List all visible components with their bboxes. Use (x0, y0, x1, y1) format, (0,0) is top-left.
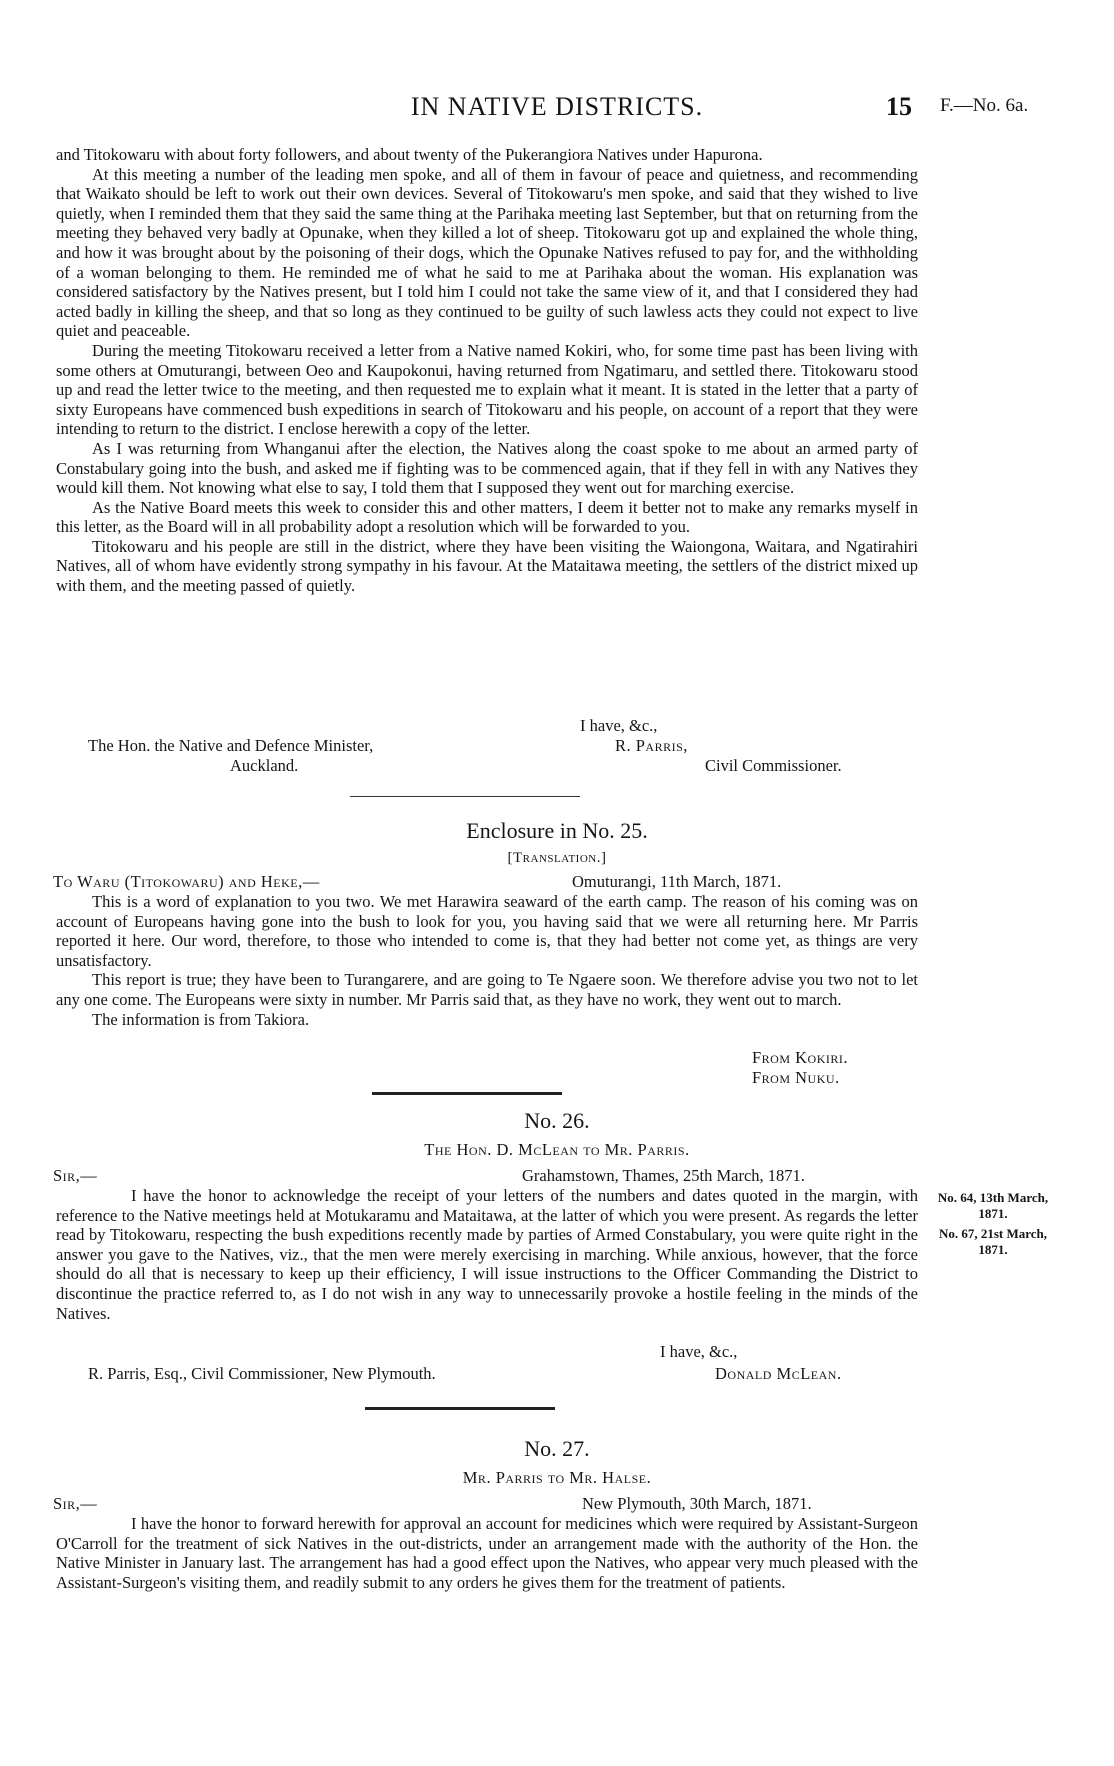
paragraph: This report is true; they have been to Turangarere, and are going to Te Ngaere soon. We therefore advise you two not to let any one come. The Europeans were sixty in number. Mr Parris said that, as they have no work, they went out to march. (56, 970, 918, 1009)
addressee-city: Auckland. (230, 756, 299, 775)
enclosure-title: Enclosure in No. 25. (466, 818, 648, 843)
paragraph: At this meeting a number of the leading men spoke, and all of them in favour of peace and quietness, and recommending that Waikato should be left to work out their own devices. Several of Titokowaru's men spoke, and said that they wished to live quietly, when I reminded them that they said the same thing at the Parihaka meeting last September, but that on returning from the meeting they behaved very badly at Opunake, when they killed a lot of sheep. Titokowaru got up and explained the whole thing, and how it was brought about by the poisoning of their dogs, which the Opunake Natives refused to pay for, and the withholding of a woman belonging to them. He reminded me of what he said to me at Parihaka about the woman. His explanation was considered satisfactory by the Natives present, but I told him I could not take the same view of it, and that I considered they had acted badly in killing the sheep, and that so long as they continued to be guilty of such lawless acts they could not expect to live quiet and peaceable. (56, 164, 918, 341)
paragraph: The information is from Takiora. (92, 1009, 310, 1029)
margin-note-1-line1: No. 64, 13th March, (937, 1190, 1049, 1205)
enclosure-place-date: Omuturangi, 11th March, 1871. (572, 872, 782, 891)
letter-26-subtitle: The Hon. D. McLean to Mr. Parris. (424, 1140, 690, 1159)
paragraph: During the meeting Titokowaru received a letter from a Native named Kokiri, who, for some time past has been living with some others at Omuturangi, between Oeo and Kaupokonui, having returned from Ngatimaru, and settled there. Titokowaru stood up and read the letter twice to the meeting, and then requested me to explain what it meant. It is stated in the letter that a party of sixty Europeans have commenced bush expeditions in search of Titokowaru and his people, on account of a report that they were intending to return to the district. I enclose herewith a copy of the letter. (56, 340, 918, 439)
paragraph: and Titokowaru with about forty followers, and about twenty of the Pukerangiora Natives under Hapurona. (56, 145, 763, 164)
letter-26-closing: I have, &c., (660, 1342, 738, 1361)
addressee-line: The Hon. the Native and Defence Minister, (88, 736, 374, 755)
running-header-title: IN NATIVE DISTRICTS. (410, 92, 704, 121)
closing-line: I have, &c., (580, 716, 658, 735)
letter-27-title: No. 27. (524, 1436, 590, 1461)
margin-note-2-line1: No. 67, 21st March, (938, 1226, 1048, 1241)
signer-title: Civil Commissioner. (705, 756, 842, 775)
letter-26-salutation: Sir,— (53, 1166, 98, 1185)
paragraph: As the Native Board meets this week to consider this and other matters, I deem it better not to make any remarks myself in this letter, as the Board will in all probability adopt a resolution which will be forwarded to you. (56, 497, 918, 537)
page-number: 15 (886, 92, 912, 121)
paragraph: Titokowaru and his people are still in the district, where they have been visiting the Waiongona, Waitara, and Ngatirahiri Natives, all of whom have evidently strong sympathy in his favour. At the Mataitawa meeting, the settlers of the district mixed up with them, and the meeting passed of quietly. (56, 536, 918, 596)
paragraph: As I was returning from Whanganui after the election, the Natives along the coast spoke to me about an armed party of Constabulary going into the bush, and asked me if fighting was to be commenced again, that if they fell in with any Natives they would kill them. Not knowing what else to say, I told them that I supposed they went out for marching exercise. (56, 438, 918, 498)
letter-26-title: No. 26. (524, 1108, 590, 1133)
letter-26-body (56, 1186, 918, 1323)
paragraph: I have the honor to forward herewith for approval an account for medicines which were required by Assistant-Surgeon O'Carroll for the treatment of sick Natives in the out-districts, under an arrangement made with the authority of the Hon. the Native Minister in January last. The arrangement has had a good effect upon the Natives, who appear very much pleased with the Assistant-Surgeon's visiting them, and readily submit to any orders he gives them for the treatment of patients. (56, 1514, 918, 1592)
letter-body-continued (56, 145, 918, 596)
letter-26-addressee: R. Parris, Esq., Civil Commissioner, New Plymouth. (88, 1364, 436, 1383)
enclosure-subtitle: [Translation.] (507, 850, 607, 866)
section-divider (350, 796, 580, 797)
enclosure-to: To Waru (Titokowaru) and Heke,— (53, 872, 320, 891)
section-divider (372, 1092, 562, 1095)
enclosure-from-1: From Kokiri. (752, 1048, 849, 1067)
letter-27-place-date: New Plymouth, 30th March, 1871. (582, 1494, 812, 1513)
document-reference: F.—No. 6a. (940, 95, 1029, 116)
signer-name: R. Parris, (615, 736, 688, 755)
letter-27-subtitle: Mr. Parris to Mr. Halse. (462, 1468, 652, 1487)
paragraph: I have the honor to acknowledge the receipt of your letters of the numbers and dates quoted in the margin, with reference to the Native meetings held at Motukaramu and Mataitawa, at the latter of which you were present. As regards the letter read by Titokowaru, respecting the bush expeditions recently made by parties of Armed Constabulary, you were quite right in the answer you gave to the Natives, viz., that the men were merely exercising in marching. While anxious, however, that the force should do all that is necessary to keep up their efficiency, I will issue instructions to the Officer Commanding the District to discontinue the practice referred to, as I do not wish in any way to unnecessarily provoke a hostile feeling in the minds of the Natives. (56, 1186, 918, 1323)
margin-note-1 (918, 1190, 1068, 1222)
letter-27-salutation: Sir,— (53, 1494, 98, 1513)
letter-26-signer: Donald McLean. (715, 1364, 842, 1383)
enclosure-body (56, 892, 918, 1029)
letter-27-body (56, 1514, 918, 1592)
margin-note-2 (918, 1226, 1068, 1258)
paragraph: This is a word of explanation to you two. We met Harawira seaward of the earth camp. The reason of his coming was on account of Europeans having gone into the bush to look for you, you having said that we were all returning here. Mr Parris reported it here. Our word, therefore, to those who intended to come is, that they had better not come yet, as things are very unsatisfactory. (56, 892, 918, 970)
margin-note-1-line2: 1871. (978, 1206, 1008, 1221)
margin-note-2-line2: 1871. (978, 1242, 1008, 1257)
section-divider (365, 1407, 555, 1410)
letter-26-place-date: Grahamstown, Thames, 25th March, 1871. (522, 1166, 805, 1185)
enclosure-from-2: From Nuku. (752, 1068, 840, 1087)
